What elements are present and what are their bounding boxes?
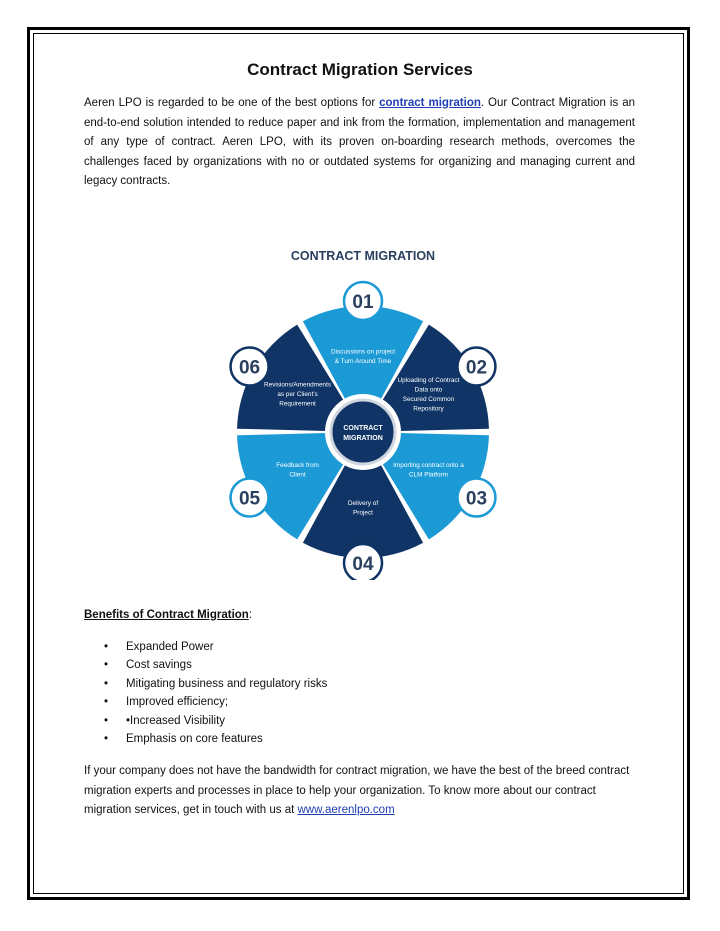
- bullet-glyph: •: [104, 696, 109, 709]
- benefit-text: Expanded Power: [126, 641, 214, 653]
- step-number-03: 03: [465, 488, 488, 510]
- benefits-heading-colon: :: [248, 609, 253, 621]
- segment-label-01: Discussions on project: [331, 348, 395, 356]
- segment-label-03: Importing contract onto a: [393, 462, 464, 470]
- segment-label-05: Feedback from: [276, 462, 319, 470]
- bullet-glyph: •: [104, 677, 109, 690]
- segment-label-06: Revisions/Amendments: [263, 381, 332, 389]
- contract-migration-link[interactable]: contract migration: [379, 97, 481, 109]
- center-hub: [331, 400, 395, 464]
- segment-label-02: Data onto: [414, 386, 443, 394]
- benefit-text: Mitigating business and regulatory risks: [126, 677, 328, 690]
- step-number-02: 02: [465, 357, 488, 379]
- contract-migration-diagram: [228, 238, 498, 580]
- step-number-01: 01: [352, 292, 374, 313]
- segment-label-06: Requirement: [279, 400, 316, 408]
- closing-paragraph: [84, 762, 635, 821]
- benefit-item: [100, 638, 327, 656]
- benefit-text: Cost savings: [126, 659, 192, 672]
- process-wheel: [228, 238, 498, 580]
- segment-label-02: Repository: [413, 405, 444, 413]
- segment-label-02: Uploading of Contract: [397, 376, 460, 384]
- segment-label-06: as per Client's: [277, 391, 318, 399]
- segment-label-04: Project: [353, 509, 373, 517]
- bullet-glyph: •: [104, 659, 109, 672]
- bullet-glyph: •: [104, 641, 109, 653]
- segment-label-04: Delivery of: [347, 499, 379, 507]
- benefit-text: •Increased Visibility: [126, 714, 226, 727]
- benefit-item: [100, 730, 327, 748]
- benefits-list: [100, 638, 327, 748]
- closing-text: If your company does not have the bandwidth for contract migration, we have the best of the breed contract migration experts and processes in place to help your organization. To know more about our contract migration services, get in touch with us at: [84, 765, 630, 817]
- segment-label-02: Secured Common: [402, 395, 455, 403]
- benefit-item: [100, 693, 327, 711]
- intro-paragraph: [84, 94, 635, 192]
- benefit-item: [100, 675, 327, 693]
- benefits-heading: [84, 609, 252, 621]
- center-label: MIGRATION: [343, 435, 383, 442]
- benefits-heading-text: Benefits of Contract Migration: [84, 609, 249, 621]
- diagram-heading: CONTRACT MIGRATION: [290, 249, 436, 263]
- benefit-text: Improved efficiency;: [126, 696, 229, 709]
- bullet-glyph: •: [104, 732, 109, 745]
- segment-label-03: CLM Platform: [408, 471, 449, 479]
- intro-text-after: . Our Contract Migration is an end-to-end solution intended to reduce paper and ink from the formation, implementation and management of any type of contract. Aeren LPO, with its proven on-boarding research methods, overcomes the challenges faced by organizations with no or outdated systems for organizing and managing current and legacy contracts.: [84, 97, 635, 188]
- website-link[interactable]: www.aerenlpo.com: [297, 804, 395, 817]
- segment-label-05: Client: [289, 471, 306, 479]
- intro-text-before: Aeren LPO is regarded to be one of the best options for: [84, 97, 380, 109]
- page-title: Contract Migration Services: [247, 60, 473, 79]
- bullet-glyph: •: [104, 714, 109, 727]
- benefit-text: Emphasis on core features: [126, 732, 263, 745]
- segment-label-01: & Turn Around Time: [334, 358, 392, 366]
- benefit-item: [100, 656, 327, 674]
- center-label: CONTRACT: [343, 425, 383, 432]
- step-number-04: 04: [352, 554, 374, 575]
- benefit-item: [100, 712, 327, 730]
- step-number-06: 06: [238, 357, 261, 379]
- step-number-05: 05: [238, 488, 261, 510]
